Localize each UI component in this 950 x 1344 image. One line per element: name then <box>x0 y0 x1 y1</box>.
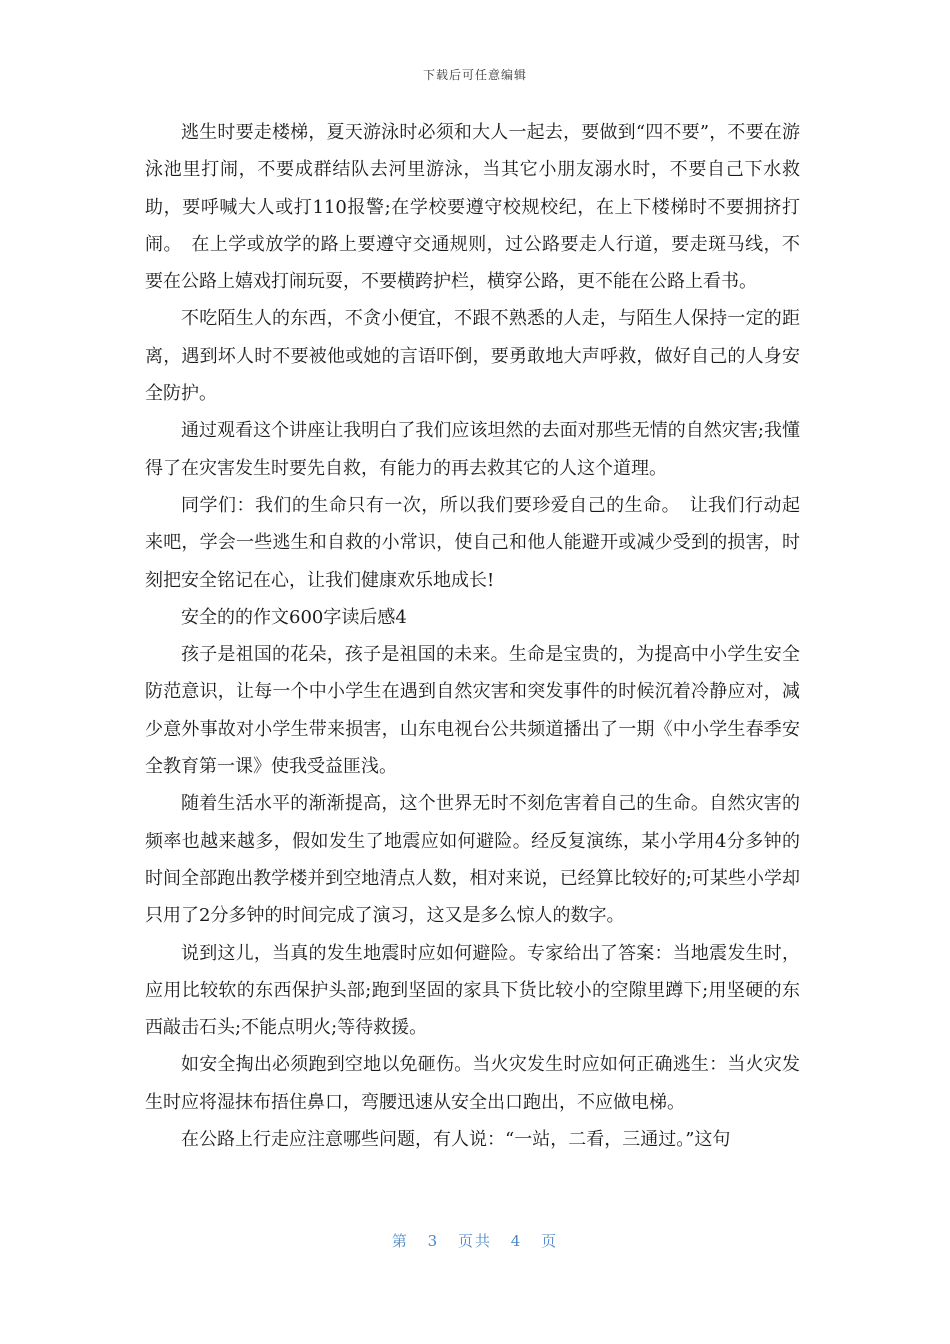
paragraph: 如安全掏出必须跑到空地以免砸伤。当火灾发生时应如何正确逃生：当火灾发生时应将湿抹布捂住鼻口，弯腰迅速从安全出口跑出，不应做电梯。 <box>145 1054 800 1113</box>
paragraph: 孩子是祖国的花朵，孩子是祖国的未来。生命是宝贵的，为提高中小学生安全防范意识，让每一个中小学生在遇到自然灾害和突发事件的时候沉着冷静应对，减少意外事故对小学生带来损害，山东电视台公共频道播出了一期《中小学生春季安全教育第一课》使我受益匪浅。 <box>145 644 800 778</box>
document-body <box>145 114 800 1158</box>
section-title: 安全的的作文600字读后感4 <box>181 606 407 628</box>
paragraph: 通过观看这个讲座让我明白了我们应该坦然的去面对那些无情的自然灾害;我懂得了在灾害发生时要先自救，有能力的再去救其它的人这个道理。 <box>145 420 800 479</box>
paragraph: 在公路上行走应注意哪些问题，有人说：“一站，二看，三通过。”这句 <box>181 1129 731 1151</box>
page-footer: 第 3 页共 4 页 <box>391 1232 559 1250</box>
paragraph: 随着生活水平的渐渐提高，这个世界无时不刻危害着自己的生命。自然灾害的频率也越来越多，假如发生了地震应如何避险。经反复演练，某小学用4分多钟的时间全部跑出教学楼并到空地清点人数，相对来说，已经算比较好的;可某些小学却只用了2分多钟的时间完成了演习，这又是多么惊人的数字。 <box>145 793 800 927</box>
paragraph: 逃生时要走楼梯，夏天游泳时必须和大人一起去，要做到“四不要”，不要在游泳池里打闹，不要成群结队去河里游泳，当其它小朋友溺水时，不要自己下水救助，要呼喊大人或打110报警;在学校要遵守校规校纪，在上下楼梯时不要拥挤打闹。 在上学或放学的路上要遵守交通规则，过公路要走人行道，要走斑马线，不要在公路上嬉戏打闹玩耍，不要横跨护栏，横穿公路，更不能在公路上看书。 <box>145 122 800 293</box>
paragraph: 同学们：我们的生命只有一次，所以我们要珍爱自己的生命。 让我们行动起来吧，学会一些逃生和自救的小常识，使自己和他人能避开或减少受到的损害，时刻把安全铭记在心，让我们健康欢乐地成长! <box>145 494 800 591</box>
page-header: 下载后可任意编辑 <box>422 68 527 82</box>
paragraph: 不吃陌生人的东西，不贪小便宜，不跟不熟悉的人走，与陌生人保持一定的距离，遇到坏人时不要被他或她的言语吓倒，要勇敢地大声呼救，做好自己的人身安全防护。 <box>145 308 800 405</box>
paragraph: 说到这儿，当真的发生地震时应如何避险。专家给出了答案：当地震发生时，应用比较软的东西保护头部;跑到坚固的家具下货比较小的空隙里蹲下;用坚硬的东西敲击石头;不能点明火;等待救援。 <box>145 942 800 1039</box>
